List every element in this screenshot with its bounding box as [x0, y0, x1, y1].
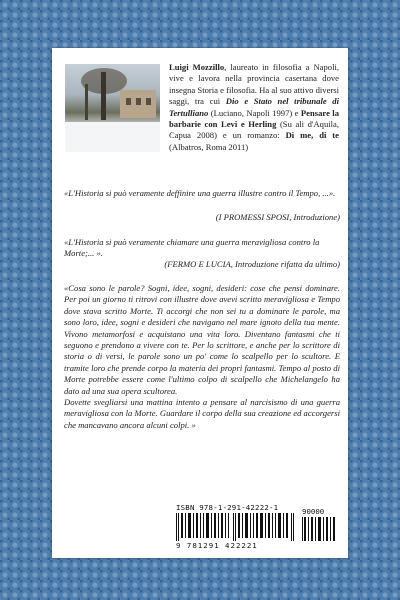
barcode-bars [176, 513, 294, 541]
bio-text: (Albatros, Roma 2011) [169, 141, 249, 152]
ean-digits: 9 781291 422221 [176, 541, 258, 550]
back-cover-panel [52, 48, 348, 558]
book-title: Di me, di te [285, 130, 339, 141]
book-title: Dio e Stato nel tribunale di Tertulliano [169, 96, 339, 118]
bio-text: (Su ali d'Aquila, Capua 2008) e un romanzo: [169, 119, 339, 141]
book-title: Pensare la barbarie con Levi e Herling [169, 107, 339, 130]
isbn-label: ISBN 978-1-291-42222-1 [176, 503, 279, 512]
epigraph-quote: «L'Historia si può veramente deffinire una guerra illustre contro il Tempo, ...». [64, 188, 336, 198]
author-photo [65, 64, 160, 152]
barcode-addon: 90000 [302, 507, 325, 516]
barcode [174, 503, 340, 551]
snow-ground [65, 122, 160, 152]
barcode-addon-bars [302, 517, 336, 541]
window [146, 98, 151, 105]
author-name: Luigi Mozzillo [169, 62, 225, 72]
tree-trunk [101, 72, 106, 120]
bio-text: (Luciano, Napoli 1997) e [208, 107, 301, 118]
blurb-paragraph: «Cosa sono le parole? Sogni, idee, sogni, desideri: cose che pensi dominare. Per poi un giorno ti ritrovi con illustre dove avevi scritto meravigliosa e Tempo dove stava scritto Morte. Ti accorgi che non sei tu a dominare le parole, ma sono loro, idee, sogni e desideri che navigano nel mare ignoto della tua mente. Vivono metamorfosi e acquistano una vita loro. Diventano fantasmi che ti seguono e prendono a vivere con te. Per lo scrittore, e anche per lo scrittore di storia o di versi, le parole sono un po' come lo scalpello per lo scultore. E tramite loro che prende corpo la materia dei propri fantasmi. Tempo al posto di Morte potrebbe essere come l'ultimo colpo di scalpello che Michelangelo ha dato ad una sua opera scultorea. [64, 283, 340, 396]
epigraph-source: (FERMO E LUCIA, Introduzione rifatta da ultimo) [164, 259, 340, 269]
author-bio [169, 62, 339, 153]
bio-text: , laureato in filosofia a Napoli, vive e lavora nella provincia casertana dove insegna Storia e filosofia. Ha al suo attivo diversi saggi, tra cui [169, 62, 339, 107]
epigraph-source: (I PROMESSI SPOSI, Introduzione) [215, 212, 340, 222]
window [136, 98, 141, 105]
blurb-paragraph: Dovette svegliarsi una mattina intento a pensare al narcisismo di una guerra meravigliosa con la Morte. Guardare il corpo della sua creazione ed accorgersi che mancavano ancora alcuni colpi. » [64, 397, 340, 430]
epigraph-quote: «L'Historia si può veramente chiamare una guerra meravigliosa contro la Morte;... ». [64, 237, 320, 259]
tree-trunk-small [85, 84, 88, 120]
building [120, 90, 156, 118]
blurb [64, 283, 340, 431]
window [126, 98, 131, 105]
